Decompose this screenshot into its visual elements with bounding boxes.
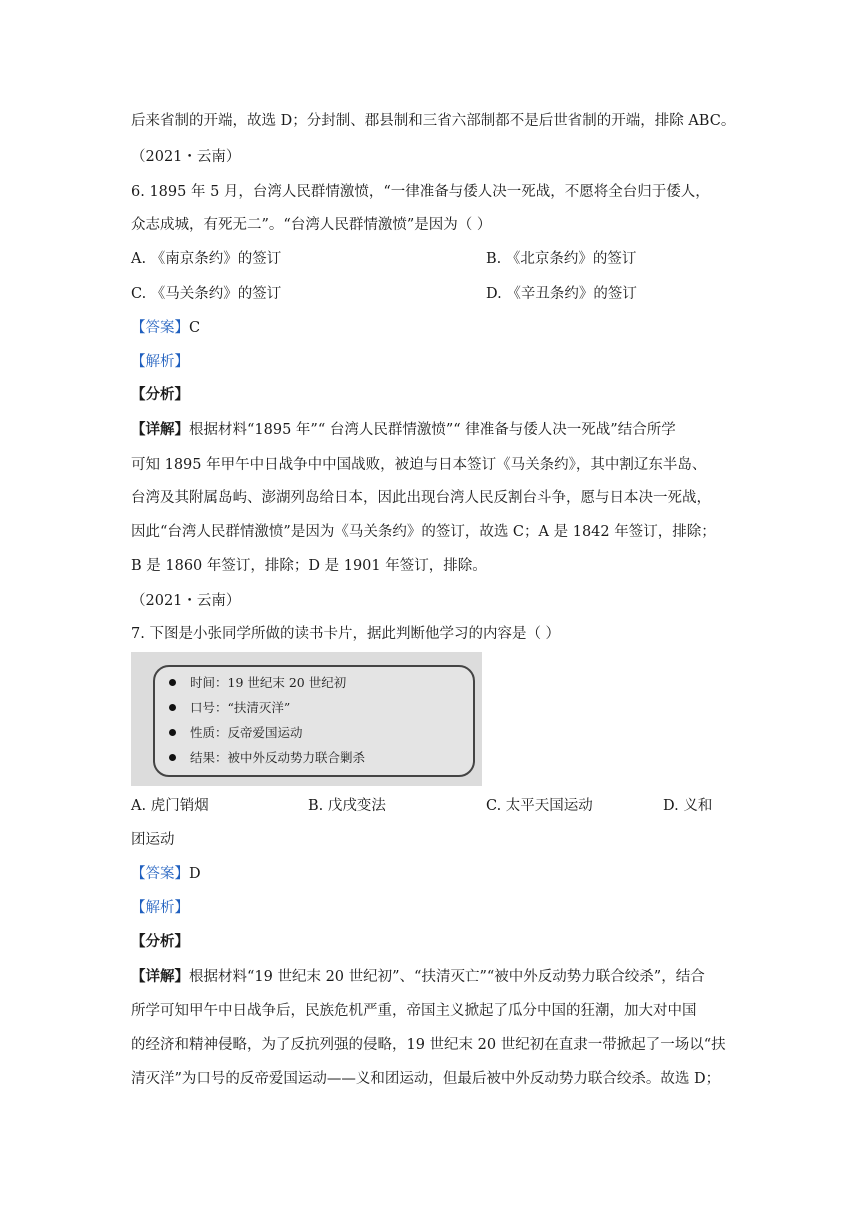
q7-option-d-cont: 团运动 (131, 832, 175, 848)
q6-fenxi-tag: 【分析】 (131, 386, 189, 403)
detail-tag: 【详解】 (131, 421, 189, 438)
card-row: 时间：19 世纪末 20 世纪初 (169, 675, 346, 691)
q7-option-a: A. 虎门销烟 (131, 798, 209, 814)
q7-jiexi-tag: 【解析】 (131, 900, 189, 916)
reading-card-photo (131, 652, 482, 786)
question-6-stem-cont: 众志成城，有死无二”。“台湾人民群情激愤”是因为（ ） (131, 217, 492, 233)
answer-value: C (189, 320, 201, 336)
q6-answer (131, 318, 200, 338)
card-row: 结果：被中外反动势力联合剿杀 (169, 750, 365, 766)
question-7-stem: 7. 下图是小张同学所做的读书卡片，据此判断他学习的内容是（ ） (131, 626, 561, 642)
detail-text: 根据材料“19 世纪末 20 世纪初”、“扶清灭亡”“被中外反动势力联合绞杀”，结合 (189, 969, 705, 985)
bullet-icon (169, 679, 176, 686)
q6-option-b: B. 《北京条约》的签订 (486, 251, 637, 267)
bullet-icon (169, 729, 176, 736)
q7-option-d: D. 义和 (663, 798, 713, 814)
q6-detail-line: B 是 1860 年签订，排除；D 是 1901 年签订，排除。 (131, 558, 487, 574)
question-6-stem: 6. 1895 年 5 月，台湾人民群情激愤，“一律准备与倭人决一死战，不愿将全台归于倭人， (131, 184, 710, 200)
q7-detail-line: 所学可知甲午中日战争后，民族危机严重，帝国主义掀起了瓜分中国的狂潮，加大对中国 (131, 1003, 697, 1019)
detail-text: 根据材料“1895 年”“ 台湾人民群情激愤”“ 律准备与倭人决一死战”结合所学 (189, 422, 676, 438)
answer-value: D (189, 866, 201, 882)
q6-detail-line: 台湾及其附属岛屿、澎湖列岛给日本，因此出现台湾人民反割台斗争，愿与日本决一死战， (131, 490, 711, 506)
detail-tag: 【详解】 (131, 968, 189, 985)
q6-detail-line: 因此“台湾人民群情激愤”是因为《马关条约》的签订，故选 C；A 是 1842 年签订，排除； (131, 524, 716, 540)
q6-detail-line (131, 420, 676, 440)
bullet-icon (169, 704, 176, 711)
answer-tag: 【答案】 (131, 320, 189, 336)
bullet-icon (169, 754, 176, 761)
q6-option-a: A. 《南京条约》的签订 (131, 251, 282, 267)
q7-detail-line: 的经济和精神侵略，为了反抗列强的侵略，19 世纪末 20 世纪初在直隶一带掀起了一场以“扶 (131, 1037, 726, 1053)
text-line: 后来省制的开端，故选 D；分封制、郡县制和三省六部制都不是后世省制的开端，排除 ABC。 (131, 113, 736, 129)
q7-option-b: B. 戊戌变法 (308, 798, 386, 814)
source-tag: （2021・云南） (131, 149, 241, 165)
reading-card (153, 665, 475, 777)
q6-detail-line: 可知 1895 年甲午中日战争中中国战败，被迫与日本签订《马关条约》，其中割辽东半岛、 (131, 457, 707, 473)
q6-option-c: C. 《马关条约》的签订 (131, 286, 282, 302)
card-row: 性质：反帝爱国运动 (169, 725, 303, 741)
card-row: 口号：“扶清灭洋” (169, 700, 290, 716)
q7-detail-line (131, 967, 705, 987)
q7-fenxi-tag: 【分析】 (131, 933, 189, 950)
q7-option-c: C. 太平天国运动 (486, 798, 593, 814)
answer-tag: 【答案】 (131, 866, 189, 882)
q6-jiexi-tag: 【解析】 (131, 354, 189, 370)
source-tag: （2021・云南） (131, 593, 241, 609)
q7-answer (131, 864, 201, 884)
q6-option-d: D. 《辛丑条约》的签订 (486, 286, 637, 302)
q7-detail-line: 清灭洋”为口号的反帝爱国运动——义和团运动，但最后被中外反动势力联合绞杀。故选 D； (131, 1071, 721, 1087)
